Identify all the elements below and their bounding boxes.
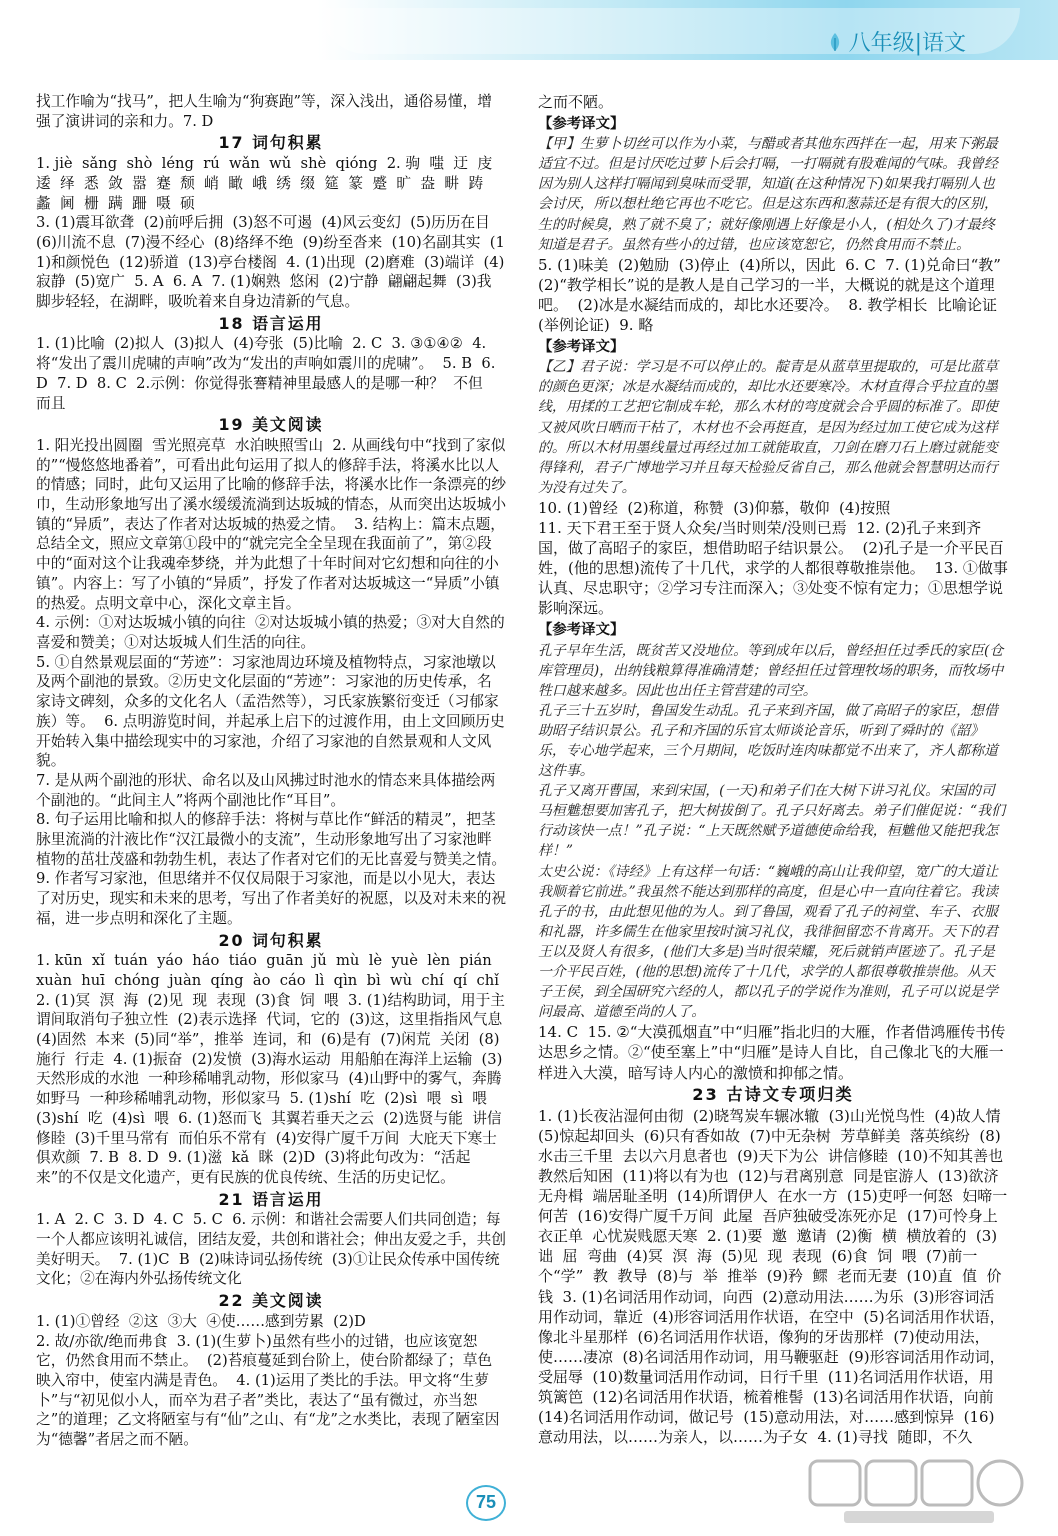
right-translation-tag: 【参考译文】 [538,339,625,356]
right-translation-tag: 【参考译文】 [538,116,625,133]
left-answer-text: 2. 故/亦欲/绝而弗食 3. (1)(生萝卜)虽然有些小的过错，也应该宽恕它，仍然食用而不禁止。 (2)苔痕蔓延到台阶上，使台阶都绿了；草色映入帘中，使室内满是青色。 4. (1)运用了类比的手法。甲文将“生萝卜”与“初见似小人，而卒为君子者”类比，表达了“虽有微过，亦当恕之”的道理；乙文将陋室与有“仙”之山、有“龙”之水类比，表现了陋室因为“德馨”者居之而不陋。 [36,1332,500,1449]
left-section-heading: 20 词句积累 [218,930,324,950]
left-answer-text: 1. (1)①曾经 ②这 ③大 ④使……感到劳累 (2)D [36,1312,366,1330]
left-answer-text: 1. kūn xǐ tuán yáo háo tiáo guān jǔ mù lè yuè lèn pián xuàn huī chóng juàn qíng ào cáo lì qìn bì wù chí qí chǐ 2. (1)冥 溟 海 (2)见 现 表现 (3)食 饲 喂 3. (1)结构助词，用于主谓间取消句子独立性 (2)表示选择 代词，它的 (3)这，这里指指风气息 (4)固然 本来 (5)同“举”，推举 连词，和 (6)是有 (7)闲荒 关闭 (8)施行 行走 4. (1)振奋 (2)发愤 (3)海水运动 用船舶在海洋上运输 (3)天然形成的水池 一种珍稀哺乳动物，形似家马 (4)山野中的雾气，奔腾如野马 一种珍稀哺乳动物，形似家马 5. (1)shí 吃 (2)sì 喂 sì 喂 (3)shí 吃 (4)sì 喂 6. (1)怒而飞 其翼若垂天之云 (2)选贤与能 讲信修睦 (3)千里马常有 而伯乐不常有 (4)安得广厦千万间 大庇天下寒士俱欢颜 7. B 8. D 9. (1)滋 kǎ 眯 (2)D (3)将此句改为：“活起来”的不仅是文化遗产，更有民族的优良传统、生活的历史记忆。 [36,952,512,1186]
left-answer-text: 8. 句子运用比喻和拟人的修辞手法：将树与草比作“鲜活的精灵”，把茎脉里流淌的汁液比作“汉江最微小的支流”，生动形象地写出了习家池畔植物的茁壮茂盛和勃勃生机，表达了作者对它们的无比喜爱与赞美之情。 9. 作者写习家池，但思绪并不仅仅局限于习家池，而是以小见大，表达了对历史，现实和未来的思考，写出了作者美好的祝愿，以及对未来的祝福，进一步点明和深化了主题。 [36,811,516,927]
left-section-heading: 22 美文阅读 [218,1291,324,1311]
right-translation-text: 【甲】生萝卜切丝可以作为小菜，与醋或者其他东西拌在一起，用来下粥最适宜不过。但是讨厌吃过萝卜后会打嗝，一打嗝就有股难闻的气味。我曾经因为别人这样打嗝闻到臭味而受罪，知道(在这种情况下)如果我打嗝别人也会讨厌，所以想杜绝它再也不吃它。但是这东西和葱蒜还是有很大的区别，生的时候臭，熟了就不臭了；就好像刚遇上好像是小人，(相处久了)才最终知道是君子。虽然有些小的过错，也应该宽恕它，仍然食用而不禁止。 [538,136,998,253]
right-answer-text: 11. 天下君王至于贤人众矣/当时则荣/没则已焉 12. (2)孔子来到齐国，做了高昭子的家臣，想借助昭子结识景公。 (2)孔子是一介平民百姓，(他的思想)流传了十几代，求学的人都很尊敬推崇他。 13. ①做事认真、尽忠职守；②学习专注而深入；③处变不惊有定力；①思想学说影响深远。 [538,518,1008,618]
right-answer-text: 1. (1)长夜沾湿何由彻 (2)晓驾炭车辗冰辙 (3)山光悦鸟性 (4)故人情 (5)惊起却回头 (6)只有香如故 (7)中无杂树 芳草鲜美 落英缤纷 (8)水击三千里 去以六月息者也 (9)天下为公 讲信修睦 (10)不知其善也 教然后知困 (11)将以有为也 (12)与君离别意 同是宦游人 (13)欲济无舟楫 端居耻圣明 (14)所谓伊人 在水一方 (15)吏呼一何怒 妇啼一何苦 (16)安得广厦千万间 此屋 吾庐独破受冻死亦足 (17)可怜身上衣正单 心忧炭贱愿天寒 2. (1)要 邀 邀请 (2)衡 横 横放着的 (3)诎 屈 弯曲 (4)冥 溟 海 (5)见 现 表现 (6)食 饲 喂 (7)前一个“学” 教 教导 (8)与 举 推举 (9)矜 鳏 老而无妻 (10)直 值 价钱 3. (1)名词活用作动词，向西 (2)意动用法……为乐 (3)形容词活用作动词，靠近 (4)形容词活用作状语，在空中 (5)名词活用作状语，像北斗星那样 (6)名词活用作状语，像狗的牙齿那样 (7)使动用法，使……凄凉 (8)名词活用作动词，用马鞭驱赶 (9)形容词活用作动词，受屈辱 (10)数量词活用作动词，日行千里 (11)名词活用作状语，用筑篱笆 (12)名词活用作状语，梳着椎髻 (13)名词活用作状语，向前 (14)名词活用作动词，做记号 (15)意动用法，对……感到惊异 (16)意动用法，以……为亲人，以……为子女 4. (1)寻找 随即，不久 [538,1106,1013,1447]
header-mark [827,26,966,57]
left-answer-text: 1. jiè sǎng shò léng rú wǎn wǔ shè qióng 2. 驹 嗤 迂 庋 逶 绎 悉 敛 嚣 蹇 颓 峭 瞰 峨 绣 缀 筵 篆 蹙 旷 盎 畊 踌 蠡 阃 栅 蹒 跚 嗫 硕 [36,155,502,212]
left-answer-text: 3. (1)震耳欲聋 (2)前呼后拥 (3)怒不可遏 (4)风云变幻 (5)历历在目 (6)川流不息 (7)漫不经心 (8)络绎不绝 (9)纷至沓来 (10)名副其实 (11)和颜悦色 (12)骄道 (13)亭台楼阁 4. (1)出现 (2)磨难 (3)端详 (4)寂静 (5)宽广 5. A 6. A 7. (1)娴熟 悠闲 (2)宁静 翩翩起舞 (3)我脚步轻轻，在湖畔，吸吮着来自身边清新的气息。 [36,214,505,311]
left-answer-text: 1. (1)比喻 (2)拟人 (3)拟人 (4)夸张 (5)比喻 2. C 3. ③①④② 4. 将“发出了震川虎啸的声响”改为“发出的声响如震川的虎啸”。 5. B 6. D 7. D 8. C 2.示例：你觉得张謇精神里最感人的是哪一种？ 不但 而且 [36,335,501,412]
right-translation-text: 孔子又离开曹国，来到宋国，(一天)和弟子们在大树下讲习礼仪。宋国的司马桓魋想要加害孔子，把大树拔倒了。孔子只好离去。弟子们催促说：“我们行动该快一点！”孔子说：“上天既然赋予道德使命给我，桓魋他又能把我怎样！” [538,783,1006,860]
left-answer-text: 找工作喻为“找马”，把人生喻为“狗赛跑”等，深入浅出，通俗易懂，增强了演讲词的亲和力。7. D [36,93,492,130]
header-title: 八年级|语文 [848,31,966,56]
left-section-heading: 17 词句积累 [218,133,324,153]
right-section-heading: 23 古诗文专项归类 [692,1084,854,1104]
right-answer-text: 之而不陋。 [538,93,614,111]
right-answer-text: 10. (1)曾经 (2)称道，称赞 (3)仰慕，敬仰 (4)按照 [538,498,891,517]
right-answer-text: 14. C 15. ②“大漠孤烟直”中“归雁”指北归的大雁，作者借鸿雁传书传达思乡之情。②“使至塞上”中“归雁”是诗人自比，自己像北飞的大雁一样进入大漠，暗写诗人内心的激愤和抑郁之情。 [538,1023,1006,1082]
left-answer-text: 5. ①自然景观层面的“芳迹”：习家池周边环境及植物特点，习家池墩以及两个副池的景致。②历史文化层面的“芳迹”：习家池的历史传承，名家诗文碑刻，众多的文化名人（孟浩然等），习氏家族繁衍变迁（习郁家族）等。 6. 点明游览时间，并起承上启下的过渡作用，由上文回顾历史开始转入集中描绘现实中的习家池，介绍了习家池的自然景观和人文风貌。 [36,653,505,770]
right-answer-text: 5. (1)味美 (2)勉励 (3)停止 (4)所以，因此 6. C 7. (1)兑命曰“教” (2)“教学相长”说的是教人是自己学习的一半，大概说的就是这个道理吧。 (2)冰是水凝结而成的，却比水还要冷。 8. 教学相长 比喻论证(举例论证) 9. 略 [538,255,1011,335]
left-section-heading: 18 语言运用 [218,313,324,333]
leaf-icon [827,32,843,52]
left-section-heading: 19 美文阅读 [218,415,324,435]
left-section-heading: 21 语言运用 [218,1189,324,1209]
right-translation-text: 【乙】君子说：学习是不可以停止的。靛青是从蓝草里提取的，可是比蓝草的颜色更深；冰是水凝结而成的，却比水还要寒冷。木材直得合乎拉直的墨线，用揉的工艺把它制成车轮，那么木材的弯度就会合乎圆的标准了。即使又被风吹日晒而干枯了，木材也不会再挺直，是因为经过加工使它成为这样的。所以木材用墨线量过再经过加工就能取直，刀剑在磨刀石上磨过就能变得锋利，君子广博地学习并且每天检验反省自己，那么他就会智慧明达而行为没有过失了。 [538,359,998,496]
right-translation-tag: 【参考译文】 [538,622,625,639]
left-answer-text: 1. 阳光投出圆圈 雪光照亮草 水泊映照雪山 2. 从画线句中“找到了家似的”“慢悠悠地番着”，可看出此句运用了拟人的修辞手法，将溪水比以人的情感；同时，此句又运用了比喻的修辞手法，将溪水比作一条漂亮的纱巾，生动形象地写出了溪水缓缓流淌到达坂城的情态，从而突出达坂城小镇的“异质”，表达了作者对达坂城的热爱之情。 3. 结构上：篇末点题，总结全文，照应文章第①段中的“就完完全全呈现在我面前了”，第②段中的“面对这个让我魂牵梦绕，并为此想了十年时间对它幻想和向往的小镇”。内容上：写了小镇的“异质”，抒发了作者对达坂城这一“异质”小镇的热爱。点明文章中心，深化文章主旨。 [36,436,507,612]
right-translation-text: 孔子早年生活，既贫苦又没地位。等到成年以后，曾经担任过季氏的家臣(仓库管理员)，出纳钱粮算得准确清楚；曾经担任过管理牧场的职务，而牧场中牲口越来越多。因此也出任主管营建的司空。 [538,642,1004,699]
left-answer-text: 7. 是从两个副池的形状、命名以及山风拂过时池水的情态来具体描绘两个副池的。“此间主人”将两个副池比作“耳目”。 [36,771,496,809]
right-translation-text: 孔子三十五岁时，鲁国发生动乱。孔子来到齐国，做了高昭子的家臣，想借助昭子结识景公。孔子和齐国的乐官太师谈论音乐，听到了舜时的《韶》乐，专心地学起来，三个月期间，吃饭时连肉味都觉不出来了，齐人都称道这件事。 [538,702,998,780]
left-answer-text: 1. A 2. C 3. D 4. C 5. C 6. 示例：和谐社会需要人们共同创造；每一个人都应该明礼诚信，团结友爱，共创和谐社会；伸出友爱之手，共创美好明天。 7. (1)C B (2)味诗词弘扬传统 (3)①让民众传承中国传统文化；②在海内外弘扬传统文化 [36,1211,507,1288]
right-translation-text: 太史公说：《诗经》上有这样一句话：“巍峨的高山让我仰望，宽广的大道让我顺着它前进。”我虽然不能达到那样的高度，但是心中一直向往着它。我读孔子的书，由此想见他的为人。到了鲁国，观看了孔子的祠堂、车子、衣服和礼器，许多儒生在他家里按时演习礼仪，我徘徊留恋不肯离开。天下的君王以及贤人有很多，(他们大多是)当时很荣耀，死后就销声匿迹了。孔子是一介平民百姓，(他的思想)流传了十几代，求学的人都很尊敬推崇他。从天子王侯，到全国研究六经的人，都以孔子的学说作为准则，孔子可以说是学问最高、道德至尚的人了。 [538,863,999,1021]
right-column [538,92,1013,1447]
page-number: 75 [466,1485,506,1521]
left-answer-text: 4. 示例：①对达坂城小镇的向往 ②对达坂城小镇的热爱；③对大自然的喜爱和赞美；①对达坂城人们生活的向往。 [36,614,505,651]
watermark-logo [804,1455,1034,1527]
left-column [36,92,516,1450]
